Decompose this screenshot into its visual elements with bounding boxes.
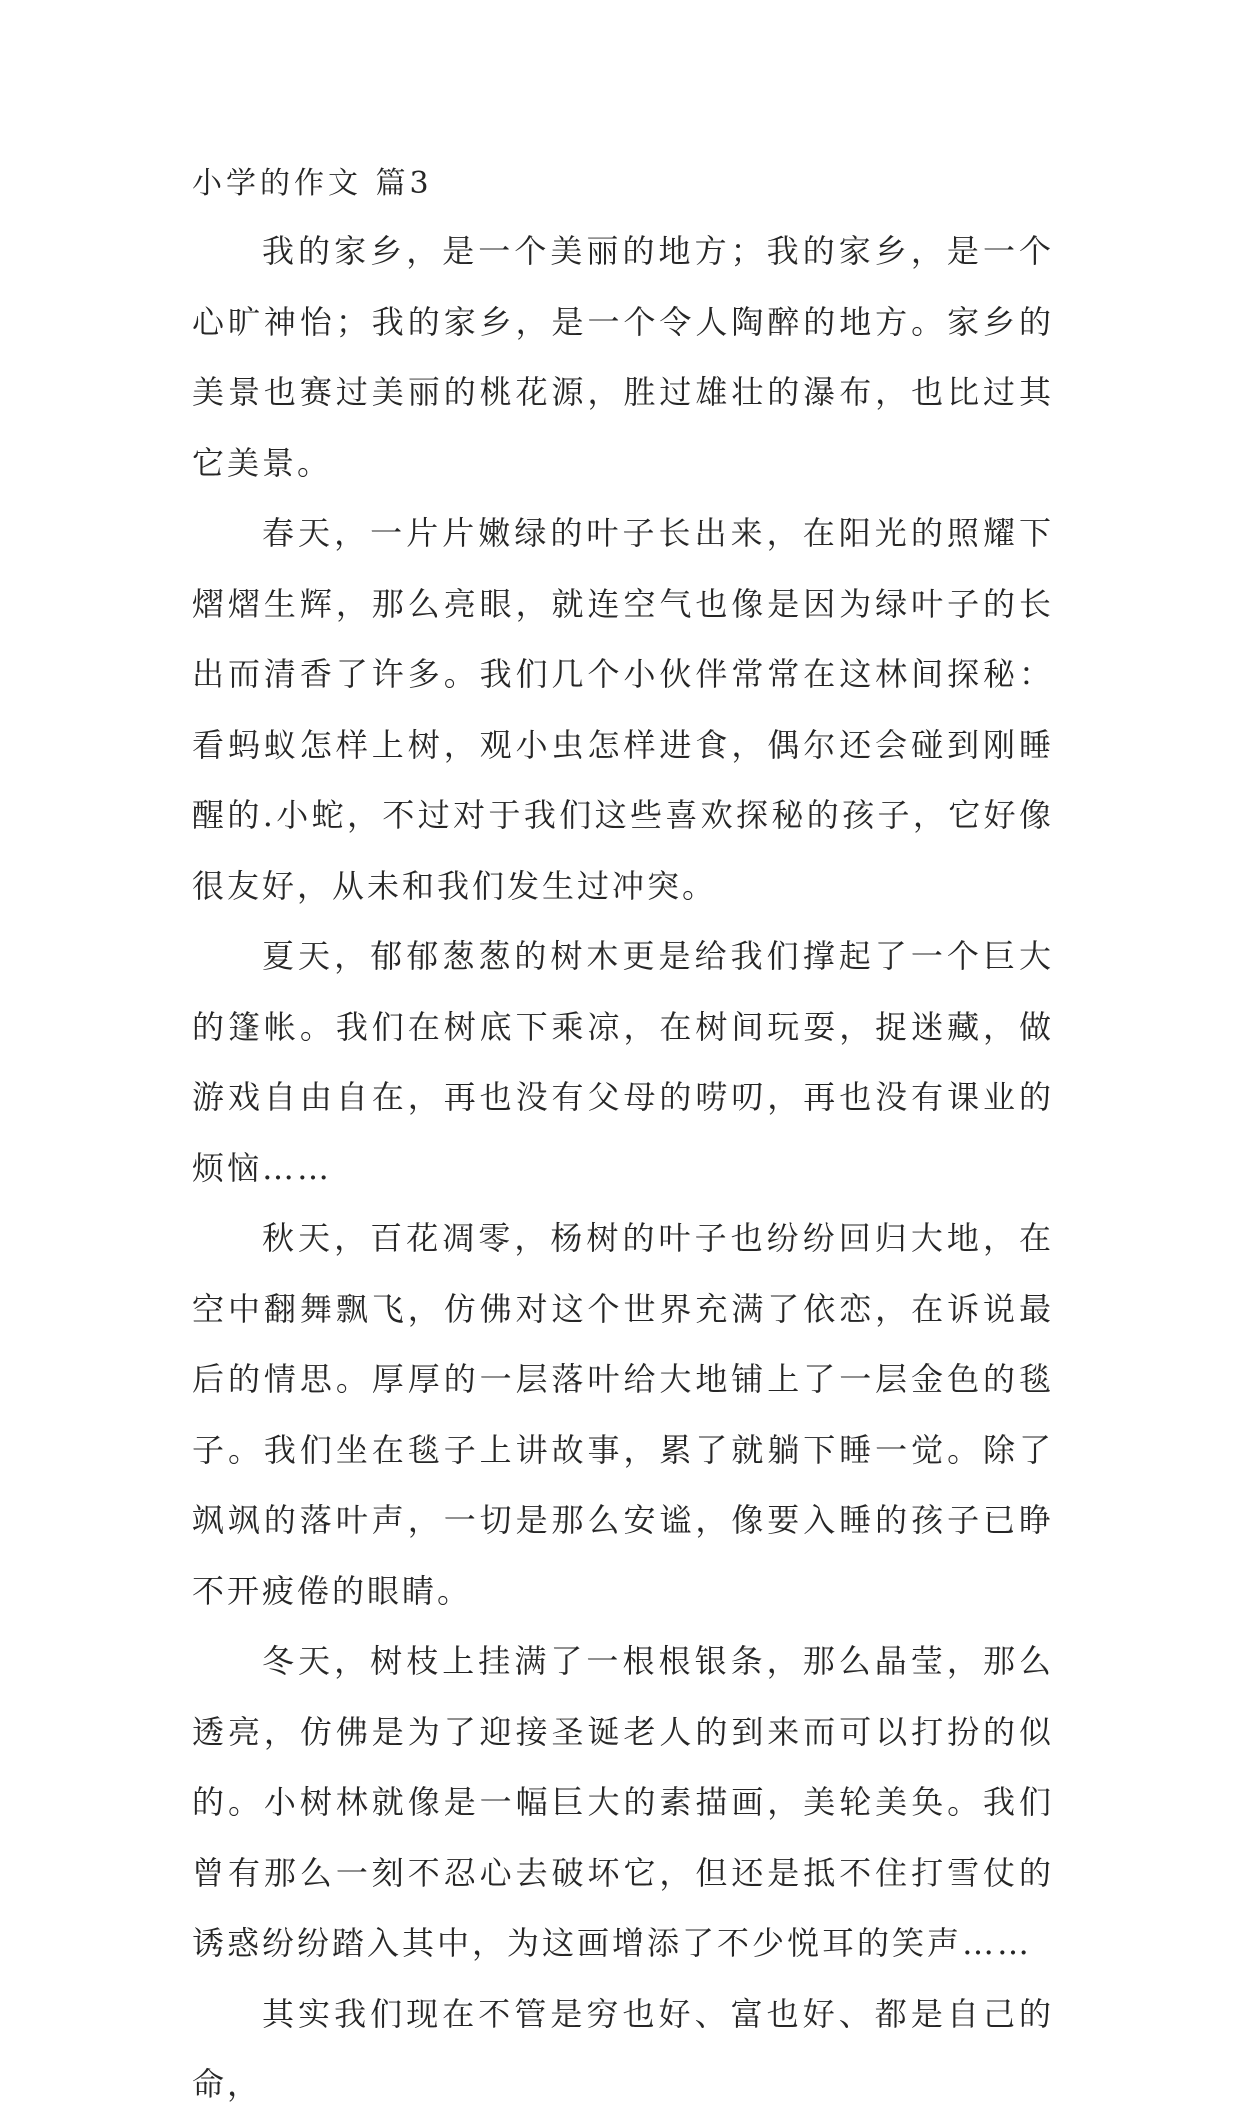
paragraph-spring: 春天，一片片嫩绿的叶子长出来，在阳光的照耀下熠熠生辉，那么亮眼，就连空气也像是因为绿叶子的长出而清香了许多。我们几个小伙伴常常在这林间探秘：看蚂蚁怎样上树，观小虫怎样进食，偶尔还会碰到刚睡醒的.小蛇，不过对于我们这些喜欢探秘的孩子，它好像很友好，从未和我们发生过冲突。 [192,514,1054,905]
paragraph-winter: 冬天，树枝上挂满了一根根银条，那么晶莹，那么透亮，仿佛是为了迎接圣诞老人的到来而可以打扮的似的。小树林就像是一幅巨大的素描画，美轮美奂。我们曾有那么一刻不忍心去破坏它，但还是抵不住打雪仗的诱惑纷纷踏入其中，为这画增添了不少悦耳的笑声…… [192,1642,1054,1962]
paragraph-closing: 其实我们现在不管是穷也好、富也好、都是自己的命， [192,1994,1054,2103]
essay-body [192,160,1054,2120]
paragraph-intro: 我的家乡，是一个美丽的地方；我的家乡，是一个心旷神怡；我的家乡，是一个令人陶醉的地方。家乡的美景也赛过美丽的桃花源，胜过雄壮的瀑布，也比过其它美景。 [192,232,1054,482]
essay-heading: 小学的作文 篇3 [192,166,433,201]
paragraph-autumn: 秋天，百花凋零，杨树的叶子也纷纷回归大地，在空中翻舞飘飞，仿佛对这个世界充满了依恋，在诉说最后的情思。厚厚的一层落叶给大地铺上了一层金色的毯子。我们坐在毯子上讲故事，累了就躺下睡一觉。除了飒飒的落叶声，一切是那么安谧，像要入睡的孩子已睁不开疲倦的眼睛。 [192,1219,1054,1610]
paragraph-summer: 夏天，郁郁葱葱的树木更是给我们撑起了一个巨大的篷帐。我们在树底下乘凉，在树间玩耍，捉迷藏，做游戏自由自在，再也没有父母的唠叨，再也没有课业的烦恼…… [192,937,1054,1187]
